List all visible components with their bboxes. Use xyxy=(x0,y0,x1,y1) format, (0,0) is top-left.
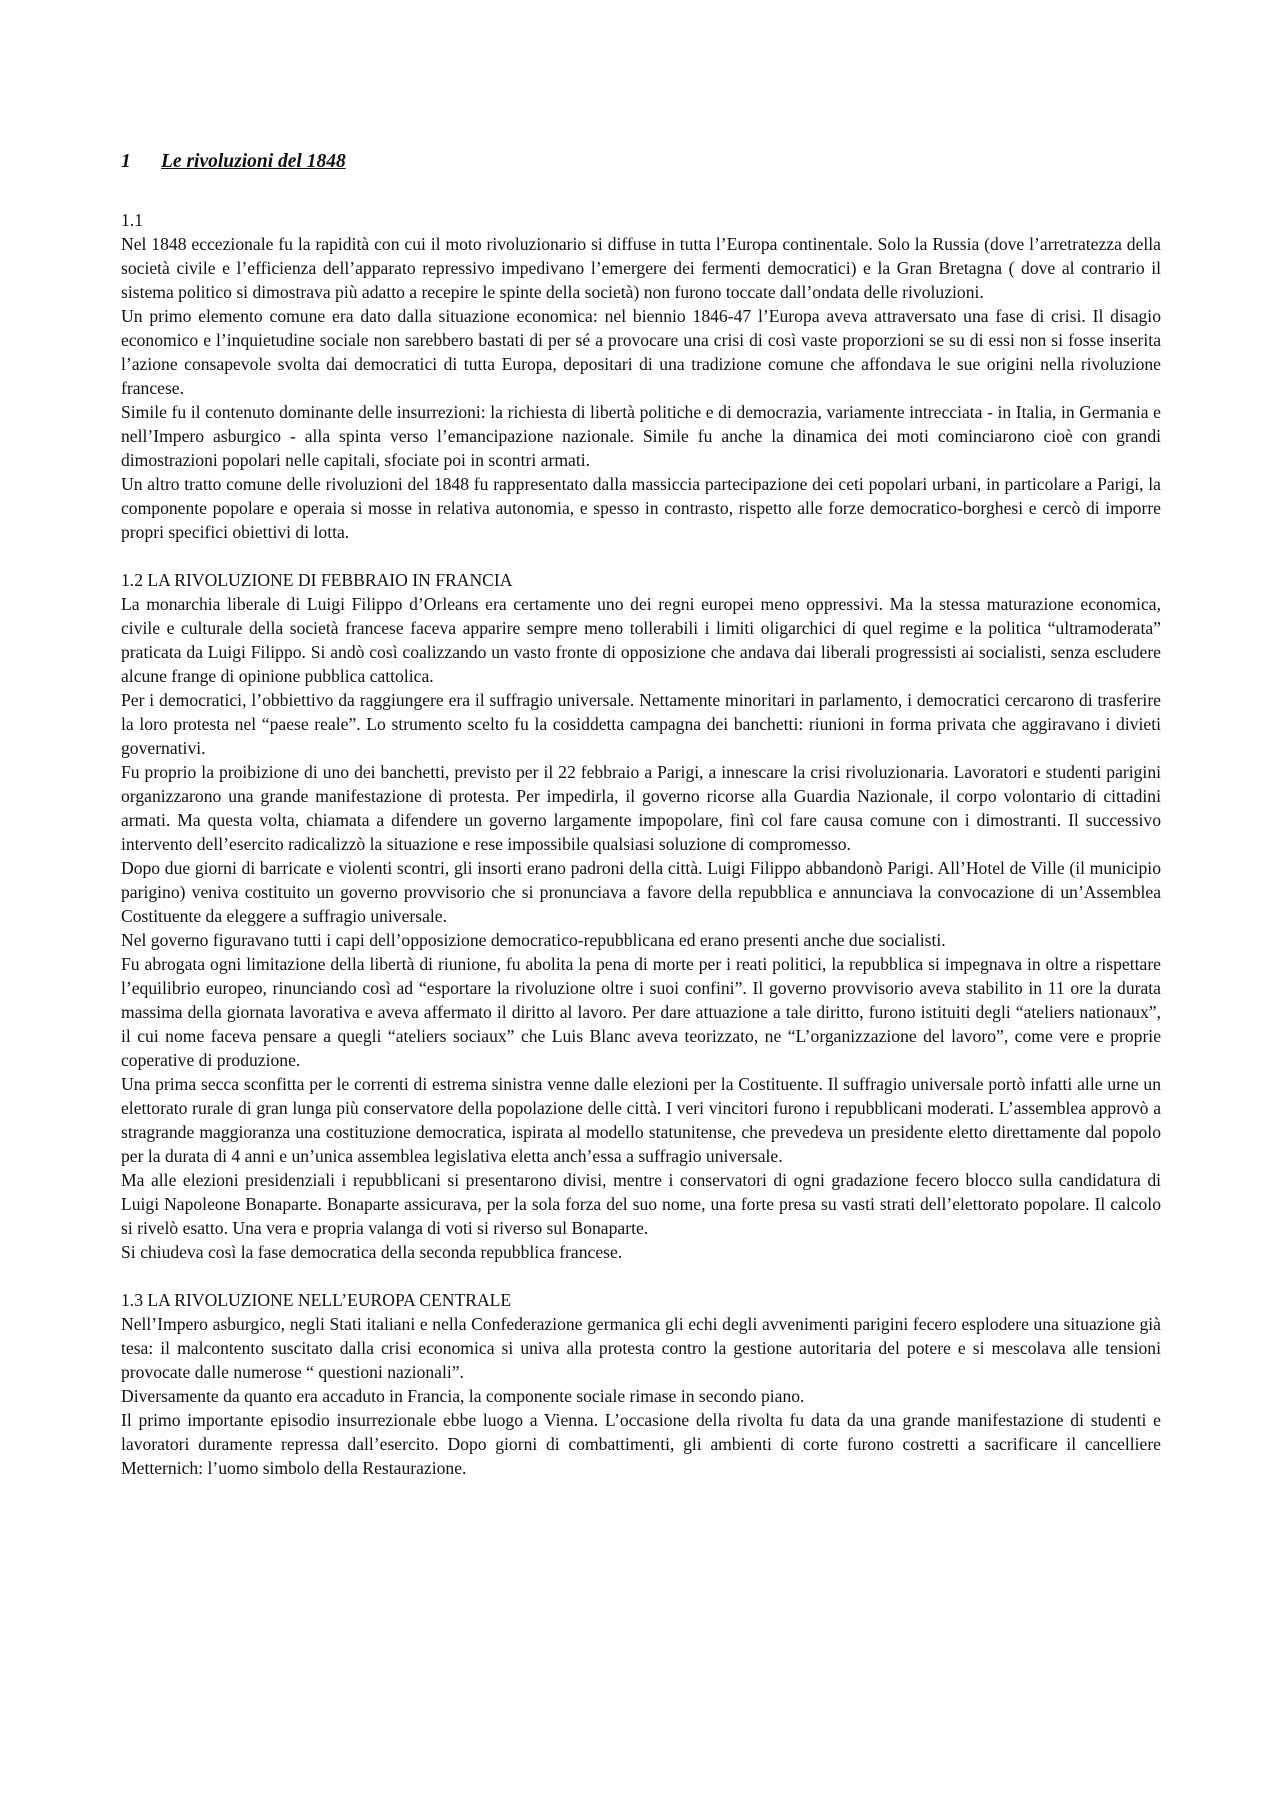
paragraph: Nel governo figuravano tutti i capi dell’opposizione democratico-repubblicana ed erano presenti anche due socialisti. xyxy=(121,930,946,950)
document-page xyxy=(121,150,1161,1504)
paragraph: Nell’Impero asburgico, negli Stati italiani e nella Confederazione germanica gli echi degli avvenimenti parigini fecero esplodere una situazione già tesa: il malcontento suscitato dalla crisi economica si univa alla protesta contro la gestione autoritaria del potere e si mescolava alle tensioni provocate dalle numerose “ questioni nazionali”. xyxy=(121,1314,1161,1382)
paragraph: Una prima secca sconfitta per le correnti di estrema sinistra venne dalle elezioni per la Costituente. Il suffragio universale portò infatti alle urne un elettorato rurale di gran lunga più conservatore della popolazione delle città. I veri vincitori furono i repubblicani moderati. L’assemblea approvò a stragrande maggioranza una costituzione democratica, ispirata al modello statunitense, che prevedeva un presidente eletto direttamente dal popolo per la durata di 4 anni e un’unica assemblea legislativa eletta anch’essa a suffragio universale. xyxy=(121,1074,1161,1166)
section-1-1 xyxy=(121,208,1161,544)
paragraph: Si chiudeva così la fase democratica della seconda repubblica francese. xyxy=(121,1242,623,1262)
chapter-number: 1 xyxy=(121,151,131,172)
paragraph: Dopo due giorni di barricate e violenti scontri, gli insorti erano padroni della città. Luigi Filippo abbandonò Parigi. All’Hotel de Ville (il municipio parigino) veniva costituito un governo provvisorio che si pronunciava a favore della repubblica e annunciava la convocazione di un’Assemblea Costituente da eleggere a suffragio universale. xyxy=(121,858,1161,926)
section-1-3 xyxy=(121,1288,1161,1480)
paragraph: Fu abrogata ogni limitazione della libertà di riunione, fu abolita la pena di morte per i reati politici, la repubblica si impegnava in oltre a rispettare l’equilibrio europeo, rinunciando così ad “esportare la rivoluzione oltre i suoi confini”. Il governo provvisorio aveva stabilito in 11 ore la durata massima della giornata lavorativa e aveva affermato il diritto al lavoro. Per dare attuazione a tale diritto, furono istituiti degli “ateliers nationaux”, il cui nome faceva pensare a quegli “ateliers sociaux” che Luis Blanc aveva teorizzato, ne “L’organizzazione del lavoro”, come vere e proprie coperative di produzione. xyxy=(121,954,1161,1070)
chapter-title xyxy=(121,150,1161,174)
paragraph: Un primo elemento comune era dato dalla situazione economica: nel biennio 1846-47 l’Europa aveva attraversato una fase di crisi. Il disagio economico e l’inquietudine sociale non sarebbero bastati di per sé a provocare una crisi di così vaste proporzioni se su di essi non si fosse inserita l’azione consapevole svolta dai democratici di tutta Europa, depositari di una tradizione comune che affondava le sue origini nella rivoluzione francese. xyxy=(121,306,1161,398)
paragraph: La monarchia liberale di Luigi Filippo d’Orleans era certamente uno dei regni europei meno oppressivi. Ma la stessa maturazione economica, civile e culturale della società francese faceva apparire sempre meno tollerabili i limiti oligarchici di quel regime e la politica “ultramoderata” praticata da Luigi Filippo. Si andò così coalizzando un vasto fronte di opposizione che andava dai liberali progressisti ai socialisti, senza escludere alcune frange di opinione pubblica cattolica. xyxy=(121,594,1161,686)
paragraph: Ma alle elezioni presidenziali i repubblicani si presentarono divisi, mentre i conservatori di ogni gradazione fecero blocco sulla candidatura di Luigi Napoleone Bonaparte. Bonaparte assicurava, per la sola forza del suo nome, una forte presa su vasti strati dell’elettorato popolare. Il calcolo si rivelò esatto. Una vera e propria valanga di voti si riverso sul Bonaparte. xyxy=(121,1170,1161,1238)
section-1-2 xyxy=(121,568,1161,1264)
paragraph: Simile fu il contenuto dominante delle insurrezioni: la richiesta di libertà politiche e di democrazia, variamente intrecciata - in Italia, in Germania e nell’Impero asburgico - alla spinta verso l’emancipazione nazionale. Simile fu anche la dinamica dei moti cominciarono cioè con grandi dimostrazioni popolari nelle capitali, sfociate poi in scontri armati. xyxy=(121,402,1161,470)
paragraph: Diversamente da quanto era accaduto in Francia, la componente sociale rimase in secondo piano. xyxy=(121,1386,805,1406)
paragraph: Il primo importante episodio insurrezionale ebbe luogo a Vienna. L’occasione della rivolta fu data da una grande manifestazione di studenti e lavoratori duramente repressa dall’esercito. Dopo giorni di combattimenti, gli ambienti di corte furono costretti a sacrificare il cancelliere Metternich: l’uomo simbolo della Restaurazione. xyxy=(121,1410,1161,1478)
paragraph: Nel 1848 eccezionale fu la rapidità con cui il moto rivoluzionario si diffuse in tutta l’Europa continentale. Solo la Russia (dove l’arretratezza della società civile e l’efficienza dell’apparato repressivo impedivano l’emergere dei fermenti democratici) e la Gran Bretagna ( dove al contrario il sistema politico si dimostrava più adatto a recepire le spinte della società) non furono toccate dall’ondata delle rivoluzioni. xyxy=(121,234,1161,302)
section-heading: 1.2 LA RIVOLUZIONE DI FEBBRAIO IN FRANCIA xyxy=(121,570,513,590)
section-heading: 1.1 xyxy=(121,210,143,230)
paragraph: Un altro tratto comune delle rivoluzioni del 1848 fu rappresentato dalla massiccia partecipazione dei ceti popolari urbani, in particolare a Parigi, la componente popolare e operaia si mosse in relativa autonomia, e spesso in contrasto, rispetto alle forze democratico-borghesi e cercò di imporre propri specifici obiettivi di lotta. xyxy=(121,474,1161,542)
paragraph: Fu proprio la proibizione di uno dei banchetti, previsto per il 22 febbraio a Parigi, a innescare la crisi rivoluzionaria. Lavoratori e studenti parigini organizzarono una grande manifestazione di protesta. Per impedirla, il governo ricorse alla Guardia Nazionale, il corpo volontario di cittadini armati. Ma questa volta, chiamata a difendere un governo largamente impopolare, finì col fare causa comune con i dimostranti. Il successivo intervento dell’esercito radicalizzò la situazione e rese impossibile qualsiasi soluzione di compromesso. xyxy=(121,762,1161,854)
section-heading: 1.3 LA RIVOLUZIONE NELL’EUROPA CENTRALE xyxy=(121,1290,512,1310)
paragraph: Per i democratici, l’obbiettivo da raggiungere era il suffragio universale. Nettamente minoritari in parlamento, i democratici cercarono di trasferire la loro protesta nel “paese reale”. Lo strumento scelto fu la cosiddetta campagna dei banchetti: riunioni in forma privata che aggiravano i divieti governativi. xyxy=(121,690,1161,758)
chapter-title-text: Le rivoluzioni del 1848 xyxy=(161,151,346,172)
